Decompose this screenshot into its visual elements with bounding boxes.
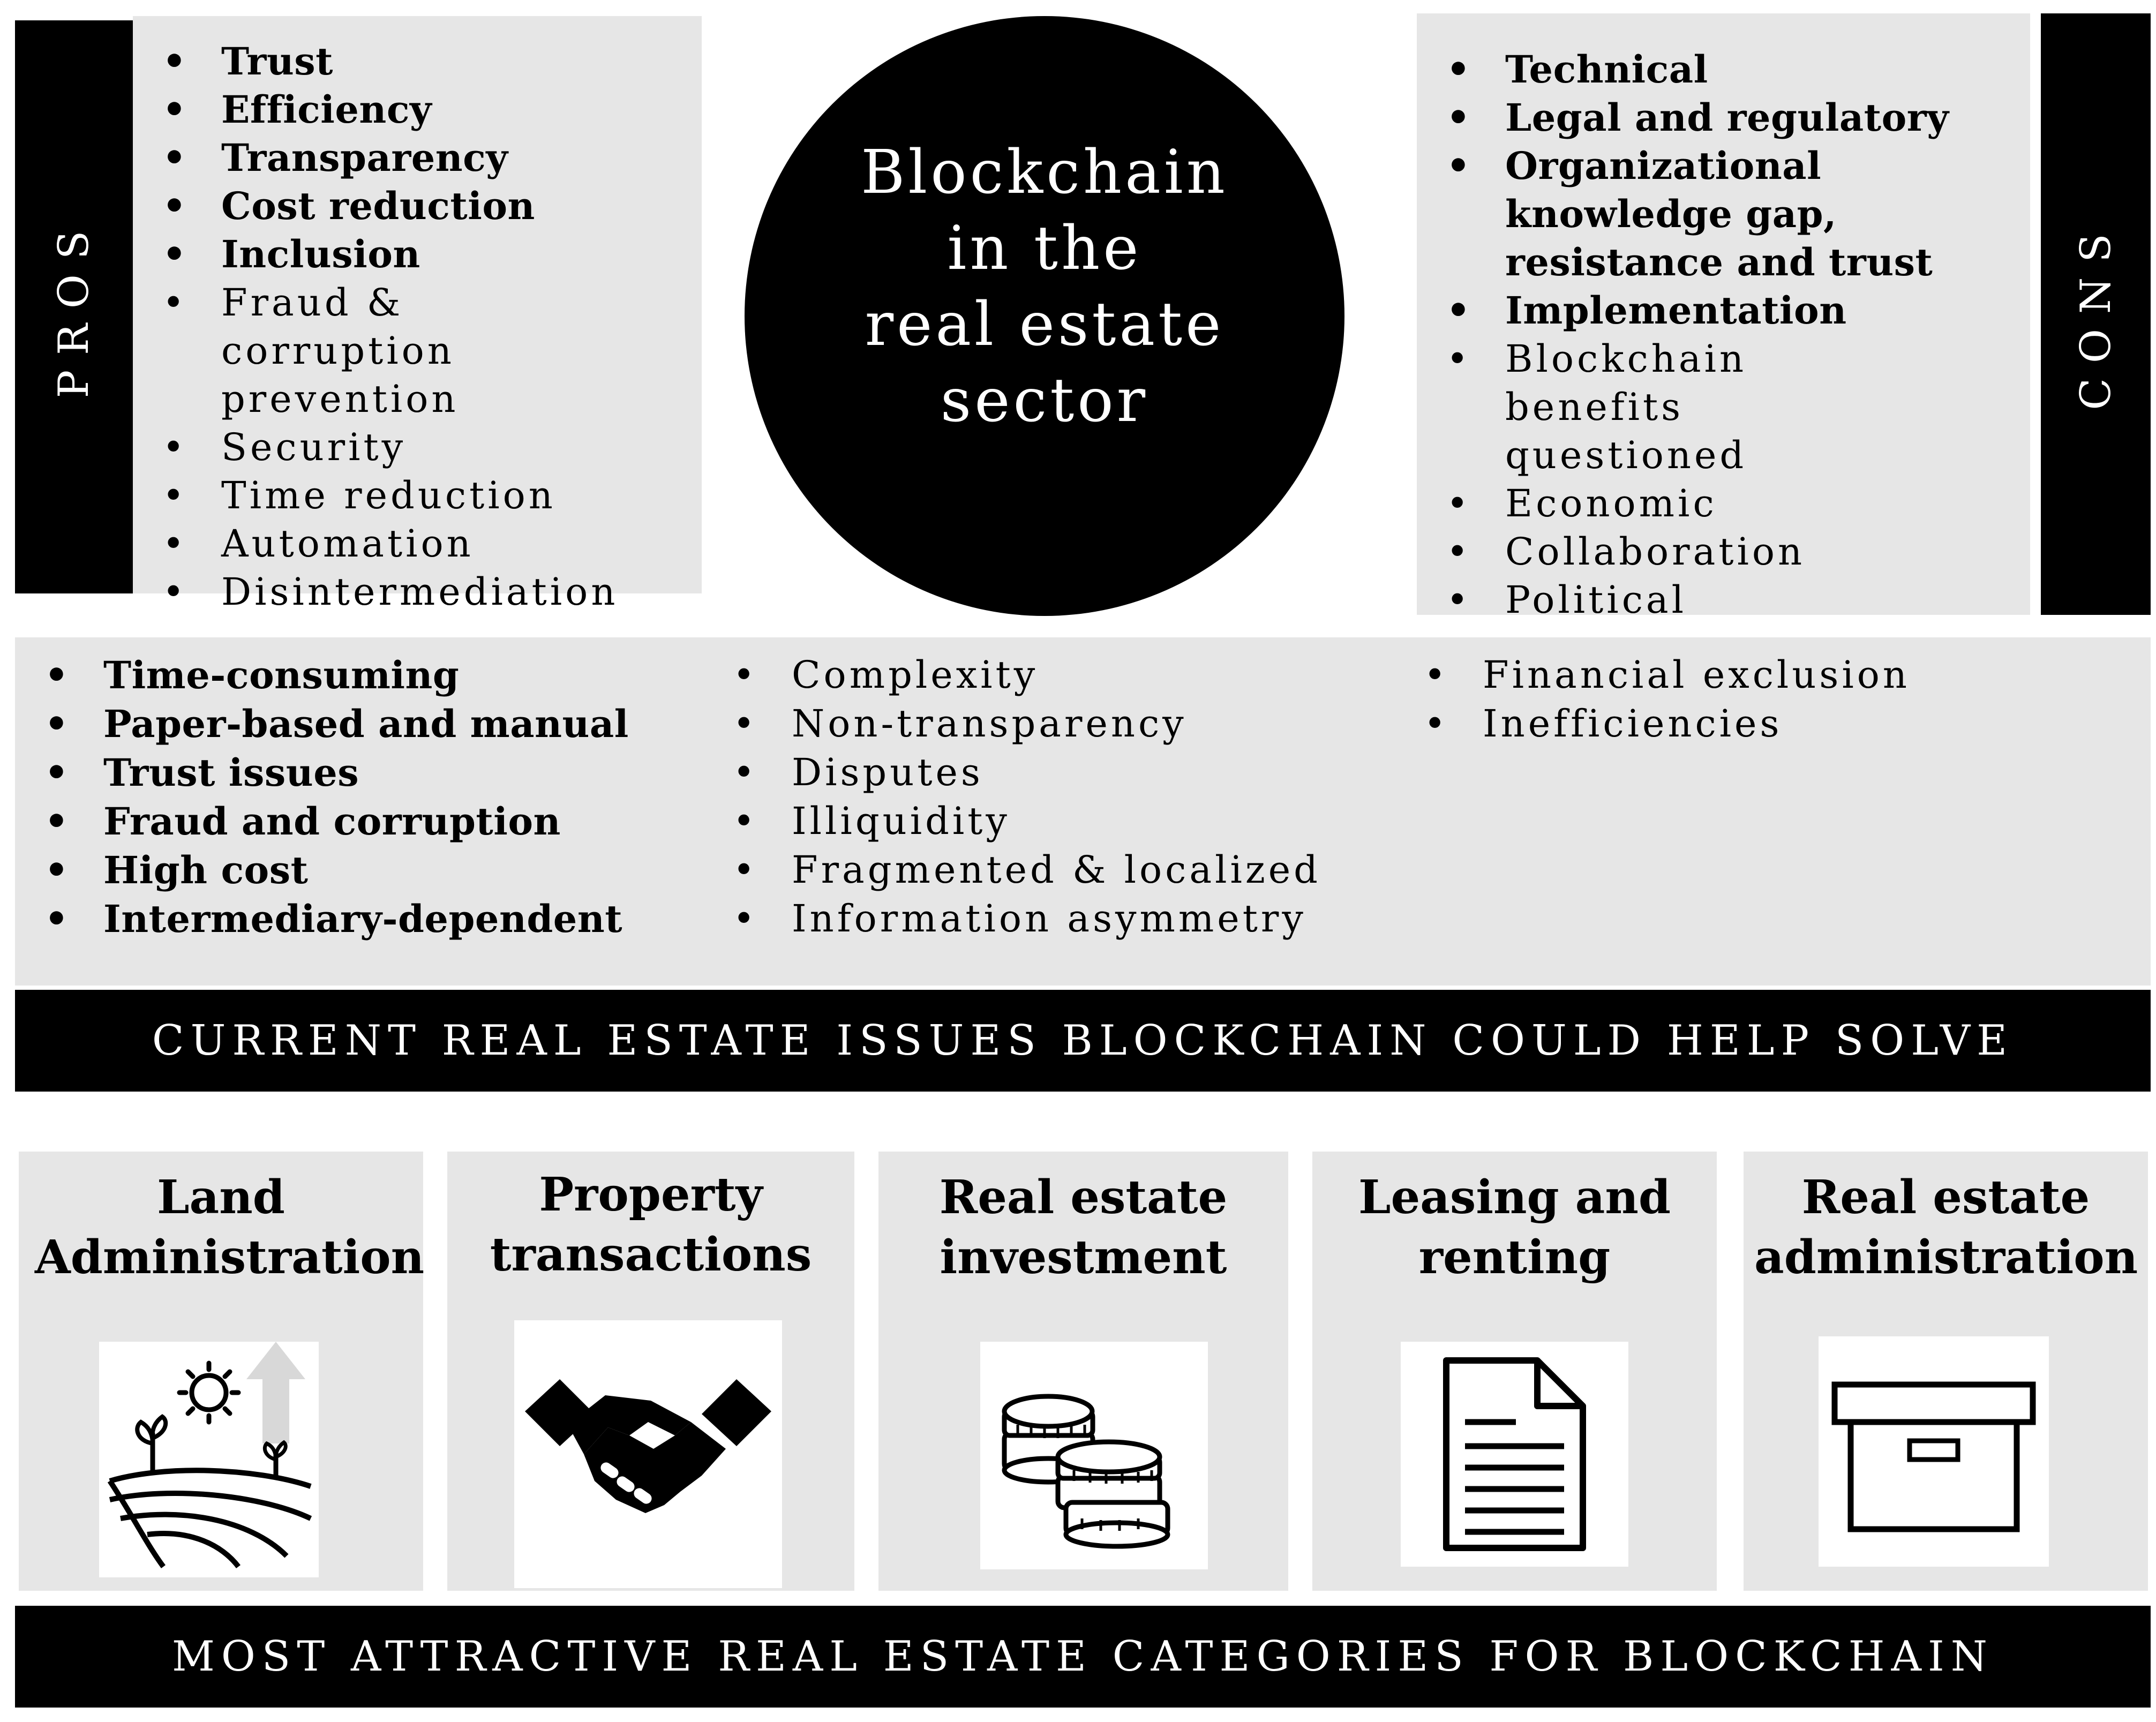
coins-icon	[980, 1342, 1208, 1569]
pros-item: • Disintermediation	[162, 568, 687, 616]
cons-label: CONS	[2071, 218, 2120, 410]
document-icon	[1401, 1342, 1628, 1567]
issues-column-2	[733, 651, 1402, 943]
cons-item: • Implementation	[1446, 287, 2014, 335]
category-title: Real estate administration	[1754, 1170, 2138, 1284]
category-title: Real estate investment	[939, 1170, 1228, 1284]
cons-item: • Blockchain benefits questioned	[1446, 335, 1891, 479]
category-card-administration	[1744, 1152, 2148, 1591]
issue-item: • Non-transparency	[733, 700, 1402, 748]
issue-item: • Intermediary-dependent	[44, 894, 687, 943]
issue-item: • Illiquidity	[733, 797, 1402, 846]
pros-item: • Inclusion	[162, 230, 687, 279]
pros-label: PROS	[50, 215, 98, 398]
cons-panel	[1417, 13, 2030, 622]
cons-item: • Political	[1446, 576, 2014, 624]
cons-side-bar	[2041, 13, 2151, 615]
cons-item: • Economic	[1446, 479, 2014, 528]
pros-list	[162, 37, 687, 616]
land-field-icon	[99, 1342, 319, 1577]
cons-item: • Legal and regulatory	[1446, 94, 2014, 142]
pros-side-bar	[15, 20, 133, 593]
issue-item: • Fraud and corruption	[44, 797, 687, 846]
pros-item: • Trust	[162, 37, 687, 86]
handshake-icon	[514, 1320, 782, 1588]
category-card-land	[19, 1152, 423, 1591]
issue-item: • Complexity	[733, 651, 1402, 700]
categories-banner-text: MOST ATTRACTIVE REAL ESTATE CATEGORIES FOR BLOCKCHAIN	[171, 1633, 1994, 1681]
category-title: Land Administration	[35, 1170, 425, 1284]
categories-banner	[15, 1606, 2151, 1708]
cons-list	[1446, 46, 2014, 624]
cons-item: • Organizational knowledge gap, resistance and trust	[1446, 142, 2014, 287]
issues-column-1	[44, 651, 687, 943]
issues-banner-text: CURRENT REAL ESTATE ISSUES BLOCKCHAIN COULD HELP SOLVE	[152, 1017, 2014, 1065]
category-card-investment	[878, 1152, 1288, 1591]
issue-item: • Trust issues	[44, 748, 687, 797]
center-title-line: real estate	[865, 290, 1225, 359]
center-title-line: in the	[947, 214, 1142, 283]
issue-item: • Paper-based and manual	[44, 700, 687, 748]
issue-item: • Information asymmetry	[733, 894, 1402, 943]
issues-column-3	[1424, 651, 2120, 748]
pros-item: • Cost reduction	[162, 182, 687, 230]
archive-box-icon	[1819, 1336, 2049, 1567]
issues-banner	[15, 990, 2151, 1092]
category-card-property	[447, 1152, 854, 1591]
pros-item: • Transparency	[162, 134, 687, 182]
category-title: Property transactions	[490, 1168, 812, 1282]
cons-item: • Technical	[1446, 46, 2014, 94]
category-card-leasing	[1312, 1152, 1717, 1591]
issue-item: • Fragmented & localized	[733, 846, 1402, 894]
center-title-line: Blockchain	[861, 138, 1228, 207]
pros-item: • Efficiency	[162, 86, 687, 134]
center-title-line: sector	[940, 366, 1149, 435]
pros-item: • Fraud & corruption prevention	[162, 279, 607, 423]
issue-item: • Financial exclusion	[1424, 651, 2120, 700]
pros-item: • Time reduction	[162, 471, 687, 520]
issues-panel	[15, 637, 2151, 986]
issue-item: • Time-consuming	[44, 651, 687, 700]
cons-item: • Collaboration	[1446, 528, 2014, 576]
pros-item: • Automation	[162, 520, 687, 568]
issue-item: • Disputes	[733, 748, 1402, 797]
issue-item: • Inefficiencies	[1424, 700, 2120, 748]
pros-item: • Security	[162, 423, 687, 471]
pros-panel	[133, 16, 702, 614]
category-title: Leasing and renting	[1358, 1170, 1671, 1284]
blockchain-circle	[745, 16, 1344, 616]
issue-item: • High cost	[44, 846, 687, 894]
